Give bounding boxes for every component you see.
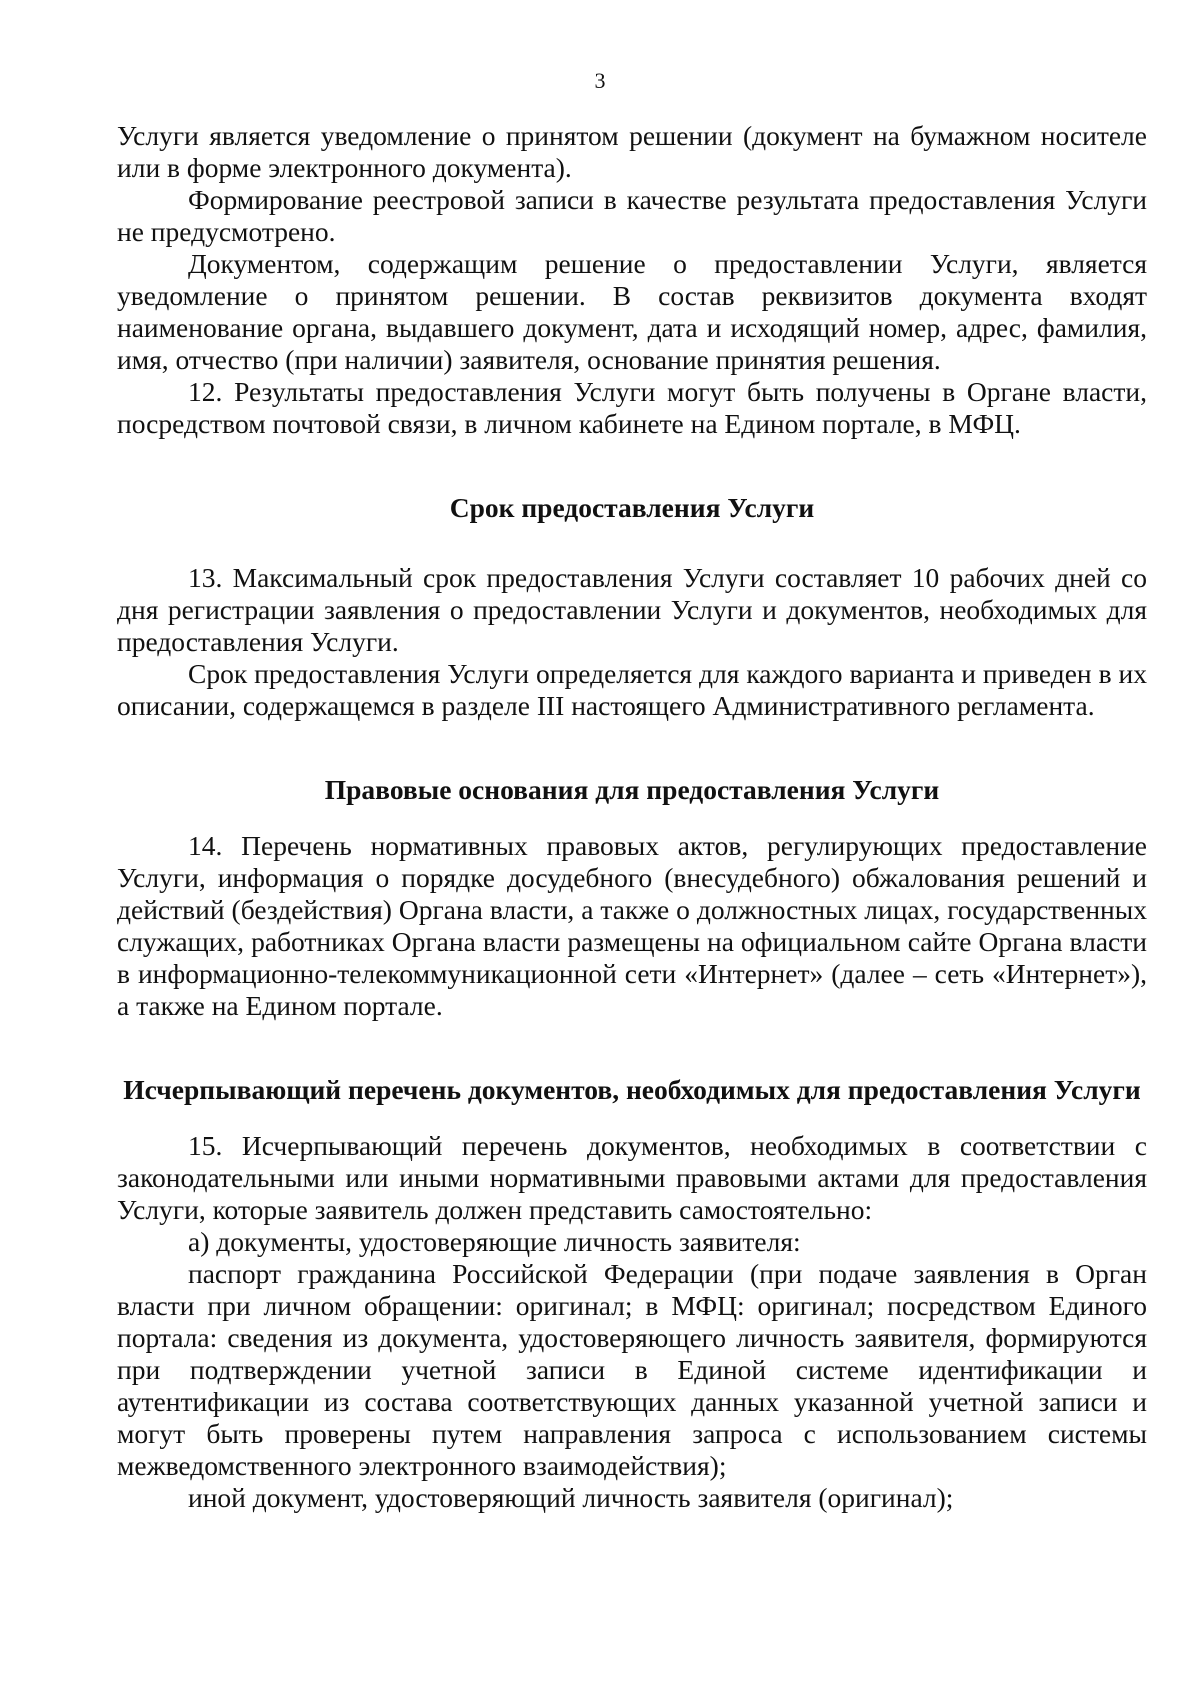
section-heading: Правовые основания для предоставления Услуги [324,774,940,805]
paragraph: 14. Перечень нормативных правовых актов, регулирующих предоставление Услуги, информация о порядке досудебного (внесудебного) обжалования решений и действий (бездействия) Органа власти, а также о должностных лицах, государственных служащих, работниках Органа власти размещены на официальном сайте Органа власти в информационно-телекоммуникационной сети «Интернет» (далее – сеть «Интернет»), а также на Едином портале. [117,830,1147,1021]
paragraph: Услуги является уведомление о принятом решении (документ на бумажном носителе или в форме электронного документа). [117,120,1147,183]
paragraph: 12. Результаты предоставления Услуги могут быть получены в Органе власти, посредством почтовой связи, в личном кабинете на Едином портале, в МФЦ. [117,376,1147,439]
paragraph: Срок предоставления Услуги определяется для каждого варианта и приведен в их описании, содержащемся в разделе III настоящего Административного регламента. [117,658,1147,721]
paragraph: Формирование реестровой записи в качестве результата предоставления Услуги не предусмотрено. [117,184,1147,247]
paragraph: 13. Максимальный срок предоставления Услуги составляет 10 рабочих дней со дня регистрации заявления о предоставлении Услуги и документов, необходимых для предоставления Услуги. [117,562,1147,657]
page-body [117,120,1147,1514]
page-number: 3 [594,68,606,93]
paragraph: Документом, содержащим решение о предоставлении Услуги, является уведомление о принятом решении. В состав реквизитов документа входят наименование органа, выдавшего документ, дата и исходящий номер, адрес, фамилия, имя, отчество (при наличии) заявителя, основание принятия решения. [117,248,1147,375]
section-heading: Срок предоставления Услуги [449,492,815,523]
section-heading: Исчерпывающий перечень документов, необходимых для предоставления Услуги [123,1074,1141,1105]
paragraph: иной документ, удостоверяющий личность заявителя (оригинал); [188,1482,954,1513]
paragraph: а) документы, удостоверяющие личность заявителя: [188,1226,801,1257]
paragraph: паспорт гражданина Российской Федерации (при подаче заявления в Орган власти при личном обращении: оригинал; в МФЦ: оригинал; посредством Единого портала: сведения из документа, удостоверяющего личность заявителя, формируются при подтверждении учетной записи в Единой системе идентификации и аутентификации из состава соответствующих данных указанной учетной записи и могут быть проверены путем направления запроса с использованием системы межведомственного электронного взаимодействия); [117,1258,1147,1481]
paragraph: 15. Исчерпывающий перечень документов, необходимых в соответствии с законодательными или иными нормативными правовыми актами для предоставления Услуги, которые заявитель должен представить самостоятельно: [117,1130,1147,1225]
